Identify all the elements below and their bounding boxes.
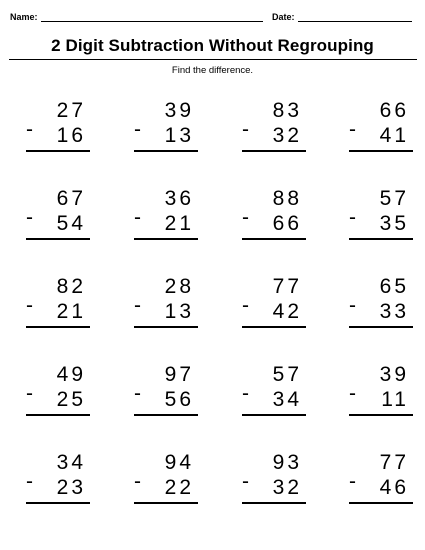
answer-line[interactable] [134, 326, 198, 328]
minuend: 36 [164, 187, 194, 210]
worksheet-title: 2 Digit Subtraction Without Regrouping [51, 36, 374, 55]
minuend: 77 [272, 275, 302, 298]
minus-sign: - [349, 206, 356, 229]
subtraction-problem [349, 100, 409, 160]
minuend: 65 [379, 275, 409, 298]
name-line[interactable] [41, 11, 263, 22]
minuend: 66 [379, 99, 409, 122]
minus-sign: - [242, 294, 249, 317]
subtraction-problem [349, 188, 409, 248]
subtraction-problem [26, 452, 86, 512]
minus-sign: - [134, 294, 141, 317]
subtrahend: 46 [379, 476, 409, 499]
answer-line[interactable] [134, 502, 198, 504]
subtrahend: 13 [164, 124, 194, 147]
subtrahend: 21 [164, 212, 194, 235]
subtrahend: 54 [56, 212, 86, 235]
minus-sign: - [349, 294, 356, 317]
minuend: 49 [56, 363, 86, 386]
subtrahend: 16 [56, 124, 86, 147]
answer-line[interactable] [242, 238, 306, 240]
minus-sign: - [349, 470, 356, 493]
minus-sign: - [349, 118, 356, 141]
date-label: Date: [272, 12, 295, 22]
subtraction-problem [26, 276, 86, 336]
subtraction-problem [349, 452, 409, 512]
answer-line[interactable] [26, 238, 90, 240]
subtrahend: 13 [164, 300, 194, 323]
subtrahend: 32 [272, 476, 302, 499]
answer-line[interactable] [26, 502, 90, 504]
minuend: 94 [164, 451, 194, 474]
answer-line[interactable] [349, 150, 413, 152]
subtrahend: 33 [379, 300, 409, 323]
answer-line[interactable] [26, 150, 90, 152]
answer-line[interactable] [242, 150, 306, 152]
subtraction-problem [134, 452, 194, 512]
minuend: 39 [379, 363, 409, 386]
answer-line[interactable] [26, 326, 90, 328]
subtrahend: 66 [272, 212, 302, 235]
subtrahend: 11 [381, 388, 409, 411]
subtraction-problem [242, 452, 302, 512]
answer-line[interactable] [242, 414, 306, 416]
name-label: Name: [10, 12, 38, 22]
subtrahend: 23 [56, 476, 86, 499]
answer-line[interactable] [134, 414, 198, 416]
subtrahend: 22 [164, 476, 194, 499]
worksheet-header [10, 11, 416, 27]
minuend: 57 [272, 363, 302, 386]
minuend: 28 [164, 275, 194, 298]
subtraction-problem [134, 364, 194, 424]
subtraction-problem [242, 276, 302, 336]
title-divider [9, 59, 417, 60]
minuend: 88 [272, 187, 302, 210]
subtrahend: 42 [272, 300, 302, 323]
minuend: 34 [56, 451, 86, 474]
subtraction-problem [349, 364, 409, 424]
subtraction-problem [134, 188, 194, 248]
answer-line[interactable] [242, 326, 306, 328]
minuend: 97 [164, 363, 194, 386]
subtraction-problem [242, 100, 302, 160]
answer-line[interactable] [26, 414, 90, 416]
answer-line[interactable] [349, 326, 413, 328]
minus-sign: - [134, 118, 141, 141]
subtrahend: 32 [272, 124, 302, 147]
answer-line[interactable] [134, 150, 198, 152]
subtrahend: 41 [379, 124, 409, 147]
minuend: 82 [56, 275, 86, 298]
answer-line[interactable] [349, 414, 413, 416]
minuend: 39 [164, 99, 194, 122]
subtrahend: 34 [272, 388, 302, 411]
minus-sign: - [26, 294, 33, 317]
answer-line[interactable] [349, 238, 413, 240]
subtrahend: 21 [56, 300, 86, 323]
date-field[interactable] [272, 11, 412, 22]
name-field[interactable] [10, 11, 263, 22]
minus-sign: - [242, 470, 249, 493]
minuend: 57 [379, 187, 409, 210]
minus-sign: - [242, 206, 249, 229]
subtraction-problem [134, 276, 194, 336]
minus-sign: - [26, 382, 33, 405]
subtraction-problem [349, 276, 409, 336]
minuend: 93 [272, 451, 302, 474]
minuend: 27 [56, 99, 86, 122]
subtraction-problem [134, 100, 194, 160]
minus-sign: - [26, 470, 33, 493]
subtraction-problem [242, 364, 302, 424]
answer-line[interactable] [134, 238, 198, 240]
minus-sign: - [26, 206, 33, 229]
date-line[interactable] [298, 11, 412, 22]
answer-line[interactable] [242, 502, 306, 504]
minus-sign: - [26, 118, 33, 141]
subtraction-problem [26, 188, 86, 248]
subtrahend: 35 [379, 212, 409, 235]
minuend: 67 [56, 187, 86, 210]
minuend: 77 [379, 451, 409, 474]
minus-sign: - [242, 118, 249, 141]
answer-line[interactable] [349, 502, 413, 504]
subtrahend: 56 [164, 388, 194, 411]
subtraction-problem [242, 188, 302, 248]
subtraction-problem [26, 364, 86, 424]
minus-sign: - [134, 382, 141, 405]
minus-sign: - [349, 382, 356, 405]
minus-sign: - [242, 382, 249, 405]
minuend: 83 [272, 99, 302, 122]
minus-sign: - [134, 470, 141, 493]
subtraction-problem [26, 100, 86, 160]
minus-sign: - [134, 206, 141, 229]
instructions: Find the difference. [171, 65, 254, 76]
subtrahend: 25 [56, 388, 86, 411]
